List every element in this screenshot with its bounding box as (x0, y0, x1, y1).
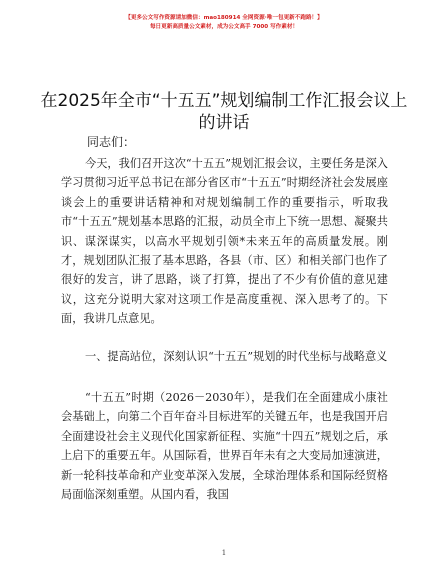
section-heading-1: 一、提高站位，深刻认识“十五五”规划的时代坐标与战略意义 (85, 350, 388, 363)
paragraph-intro: 今天，我们召开这次“十五五”规划汇报会议，主要任务是深入学习贯彻习近平总书记在部分省区市“十五五”时期经济社会发展座谈会上的重要讲话精神和对规划编制工作的重要指示，听取我市“十五五”规划基本思路的汇报，动员全市上下统一思想、凝聚共识、谋深谋实，以高水平规划引领*未来五年的高质量发展。刚才，规划团队汇报了基本思路，各县（市、区）和相关部门也作了很好的发言，讲了思路，谈了打算，提出了不少有价值的意见建议，这充分说明大家对这项工作是高度重视、深入思考了的。下面，我讲几点意见。 (61, 157, 388, 326)
promo-banner-line-2: 每日更新高质量公文素材，成为公文高手 7000 写作素材！ (149, 24, 299, 30)
page-number: 1 (221, 549, 227, 557)
promo-banner-line-1: 【更多公文写作资源请加微信：mao180914 全网资源·唯一包更新不跑路！】 (125, 15, 323, 21)
paragraph-section-1: “十五五”时期（2026－2030年），是我们在全面建成小康社会基础上，向第二个百年奋斗目标进军的关键五年，也是我国开启全面建设社会主义现代化国家新征程、实施“十四五”规划之后，承上启下的重要五年。从国际看，世界百年未有之大变局加速演进，新一轮科技革命和产业变革深入发展，全球治理体系和国际经贸格局面临深刻重塑。从国内看，我国 (61, 391, 388, 502)
salutation: 同志们： (87, 135, 136, 149)
promo-banner (0, 14, 448, 32)
document-title: 在2025年全市“十五五”规划编制工作汇报会议上的讲话 (40, 91, 408, 133)
